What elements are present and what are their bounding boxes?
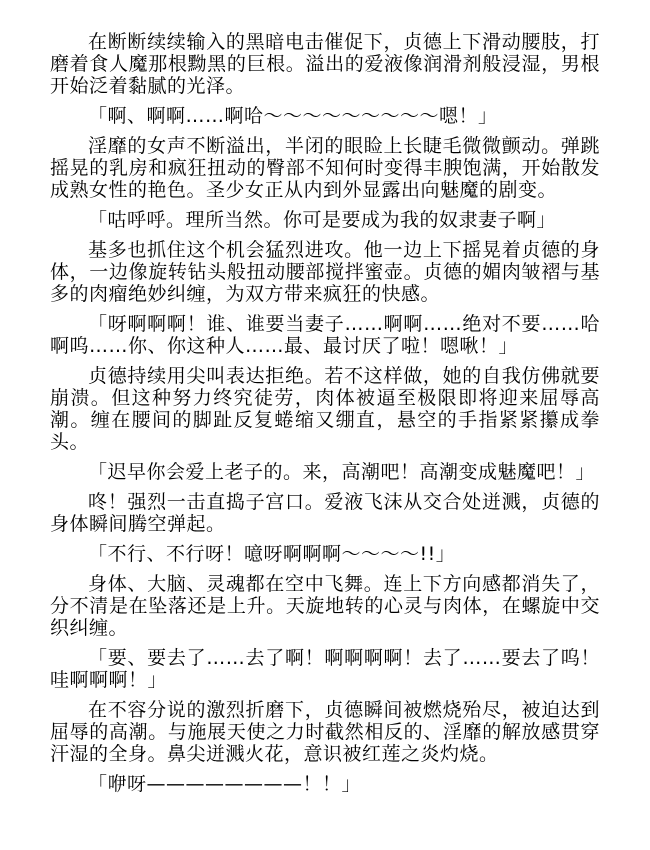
narrative-paragraph: 淫靡的女声不断溢出，半闭的眼睑上长睫毛微微颤动。弹跳摇晃的乳房和疯狂扭动的臀部不知何时变得丰腴饱满，开始散发成熟女性的艳色。圣少女正从内到外显露出向魅魔的剧变。 <box>50 135 600 201</box>
narrative-paragraph: 在断断续续输入的黑暗电击催促下，贞德上下滑动腰肢，打磨着食人魔那根黝黑的巨根。溢出的爱液像润滑剂般浸湿，男根开始泛着黏腻的光泽。 <box>50 31 600 97</box>
dialogue-line: 「啊、啊啊……啊哈～～～～～～～～～嗯！」 <box>88 105 498 127</box>
dialogue-line: 「迟早你会爱上老子的。来，高潮吧！高潮变成魅魔吧！」 <box>88 461 596 483</box>
dialogue-line: 「咕呼呼。理所当然。你可是要成为我的奴隶妻子啊」 <box>88 209 557 231</box>
text-content <box>50 31 600 795</box>
narrative-paragraph: 在不容分说的激烈折磨下，贞德瞬间被燃烧殆尽，被迫达到屈辱的高潮。与施展天使之力时截然相反的、淫靡的解放感贯穿汗湿的全身。鼻尖迸溅火花，意识被红莲之炎灼烧。 <box>50 699 600 765</box>
narrative-paragraph: 咚！强烈一击直捣子宫口。爱液飞沫从交合处迸溅，贞德的身体瞬间腾空弹起。 <box>50 491 600 535</box>
narrative-paragraph: 身体、大脑、灵魂都在空中飞舞。连上下方向感都消失了，分不清是在坠落还是上升。天旋地转的心灵与肉体，在螺旋中交织纠缠。 <box>50 573 600 639</box>
dialogue-line: 「要、要去了……去了啊！啊啊啊啊！去了……要去了呜！哇啊啊啊！」 <box>50 647 600 691</box>
narrative-paragraph: 基多也抓住这个机会猛烈进攻。他一边上下摇晃着贞德的身体，一边像旋转钻头般扭动腰部搅拌蜜壶。贞德的媚肉皱褶与基多的肉瘤绝妙纠缠，为双方带来疯狂的快感。 <box>50 239 600 305</box>
dialogue-line: 「不行、不行呀！噫呀啊啊啊～～～～!!」 <box>88 543 456 565</box>
dialogue-line: 「咿呀————————！！」 <box>88 773 362 795</box>
dialogue-line: 「呀啊啊啊！谁、谁要当妻子……啊啊……绝对不要……哈啊呜……你、你这种人……最、最讨厌了啦！嗯啾！」 <box>50 313 600 357</box>
narrative-paragraph: 贞德持续用尖叫表达拒绝。若不这样做，她的自我仿佛就要崩溃。但这种努力终究徒劳，肉体被逼至极限即将迎来屈辱高潮。缠在腰间的脚趾反复蜷缩又绷直，悬空的手指紧紧攥成拳头。 <box>50 365 600 453</box>
